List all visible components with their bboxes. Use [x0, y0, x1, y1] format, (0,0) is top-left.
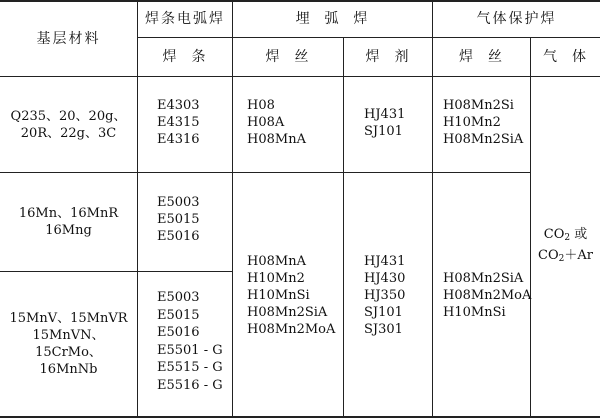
- row1-saw-wire-2: H08A: [247, 115, 285, 130]
- row1-electrode-3: E4316: [157, 132, 200, 147]
- header-gas-wire: [433, 38, 530, 76]
- col-divider-3: [343, 37, 344, 418]
- merged-gas-wire: [443, 270, 531, 321]
- header-smaw: [138, 2, 232, 37]
- merged-saw-wire-5: H08Mn2MoA: [247, 322, 336, 337]
- row1-gas-wire: [443, 97, 523, 148]
- header-smaw-electrode-text: 焊 条: [162, 48, 208, 65]
- row1-gas-wire-3: H08Mn2SiA: [443, 132, 524, 147]
- header-saw-flux: [344, 38, 432, 76]
- merged-saw-flux-5: SJ301: [364, 322, 403, 337]
- merged-saw-wire-1: H08MnA: [247, 254, 306, 269]
- header-base-material-text: 基层材料: [36, 30, 101, 47]
- merged-gas-wire-1: H08Mn2SiA: [443, 271, 524, 286]
- row2-electrodes: [157, 194, 200, 245]
- row3-electrode-1: E5003: [157, 290, 200, 305]
- row1-saw-wire-1: H08: [247, 98, 275, 113]
- row1-electrode-2: E4315: [157, 115, 200, 130]
- row3-electrode-5: E5515 - G: [157, 360, 223, 375]
- header-smaw-electrode: [138, 38, 232, 76]
- gas-line1-pre: CO: [543, 226, 565, 242]
- header-saw-flux-text: 焊 剂: [365, 48, 411, 65]
- header-gas-gas: [531, 38, 600, 76]
- row3-electrode-6: E5516 - G: [157, 377, 223, 393]
- row3-electrodes: [157, 289, 223, 394]
- gas-line1-sub: 2: [564, 232, 571, 243]
- header-saw: [233, 2, 432, 37]
- row3-material-line1: 15MnV、15MnVR: [9, 311, 128, 326]
- header-saw-wire: [233, 38, 343, 76]
- merged-saw-flux-4: SJ101: [364, 305, 403, 320]
- row1-material-line1: Q235、20、20g、: [10, 108, 127, 124]
- row3-material-line2: 15MnVN、15CrMo、: [32, 328, 105, 360]
- row3-material-line3: 16MnNb: [39, 362, 98, 377]
- row3-electrode-3: E5016: [157, 325, 200, 340]
- row2-material-line2: 16Mng: [45, 223, 92, 238]
- row2-material: [0, 173, 137, 271]
- merged-saw-wire-3: H10MnSi: [247, 288, 310, 303]
- gas-column: [531, 77, 600, 416]
- merged-saw-flux: [364, 253, 405, 338]
- gas-line1: [544, 226, 587, 247]
- row3-material: [0, 272, 137, 416]
- row1-saw-wire-3: H08MnA: [247, 132, 306, 147]
- merged-saw-wire-2: H10Mn2: [247, 271, 305, 286]
- merged-saw-wire-4: H08Mn2SiA: [247, 305, 328, 320]
- row1-gas-wire-1: H08Mn2Si: [443, 98, 514, 113]
- gas-line1-post: 或: [570, 226, 588, 242]
- merged-saw-flux-2: HJ430: [364, 271, 406, 286]
- gas-line2-post: ＋Ar: [564, 247, 593, 263]
- header-saw-text: 埋 弧 焊: [295, 11, 370, 27]
- merged-saw-wire: [247, 253, 335, 338]
- row2-electrode-3: E5016: [157, 229, 200, 244]
- gas-line2: [538, 247, 593, 268]
- row1-saw-flux-1: HJ431: [364, 107, 406, 122]
- header-smaw-text: 焊条电弧焊: [145, 11, 225, 27]
- gas-line2-pre: CO: [538, 247, 559, 263]
- merged-gas-wire-3: H10MnSi: [443, 305, 506, 320]
- header-gas-wire-text: 焊 丝: [459, 48, 504, 65]
- row3-electrode-4: E5501 - G: [157, 342, 223, 358]
- gas-line2-sub: 2: [558, 253, 565, 264]
- row1-material-line2: 20R、22g、3C: [20, 125, 117, 141]
- merged-gas-wire-2: H08Mn2MoA: [443, 288, 532, 303]
- header-gas-text: 气体保护焊: [476, 11, 557, 27]
- merged-saw-flux-1: HJ431: [364, 254, 406, 269]
- row2-electrode-1: E5003: [157, 195, 200, 210]
- row3-electrode-2: E5015: [157, 307, 200, 323]
- row1-material: [0, 77, 137, 172]
- header-gas-gas-text: 气 体: [543, 48, 588, 65]
- row2-material-line1: 16Mn、16MnR: [18, 206, 119, 221]
- row2-electrode-2: E5015: [157, 212, 200, 227]
- row1-gas-wire-2: H10Mn2: [443, 115, 501, 130]
- header-gas: [433, 2, 600, 37]
- row1-saw-flux-2: SJ101: [364, 124, 403, 139]
- header-base-material: [0, 2, 137, 76]
- row1-electrodes: [157, 97, 200, 148]
- header-saw-wire-text: 焊 丝: [265, 48, 311, 65]
- row1-saw-flux: [364, 106, 405, 140]
- row1-electrode-1: E4303: [157, 98, 200, 113]
- merged-saw-flux-3: HJ350: [364, 288, 406, 303]
- row1-saw-wire: [247, 97, 306, 148]
